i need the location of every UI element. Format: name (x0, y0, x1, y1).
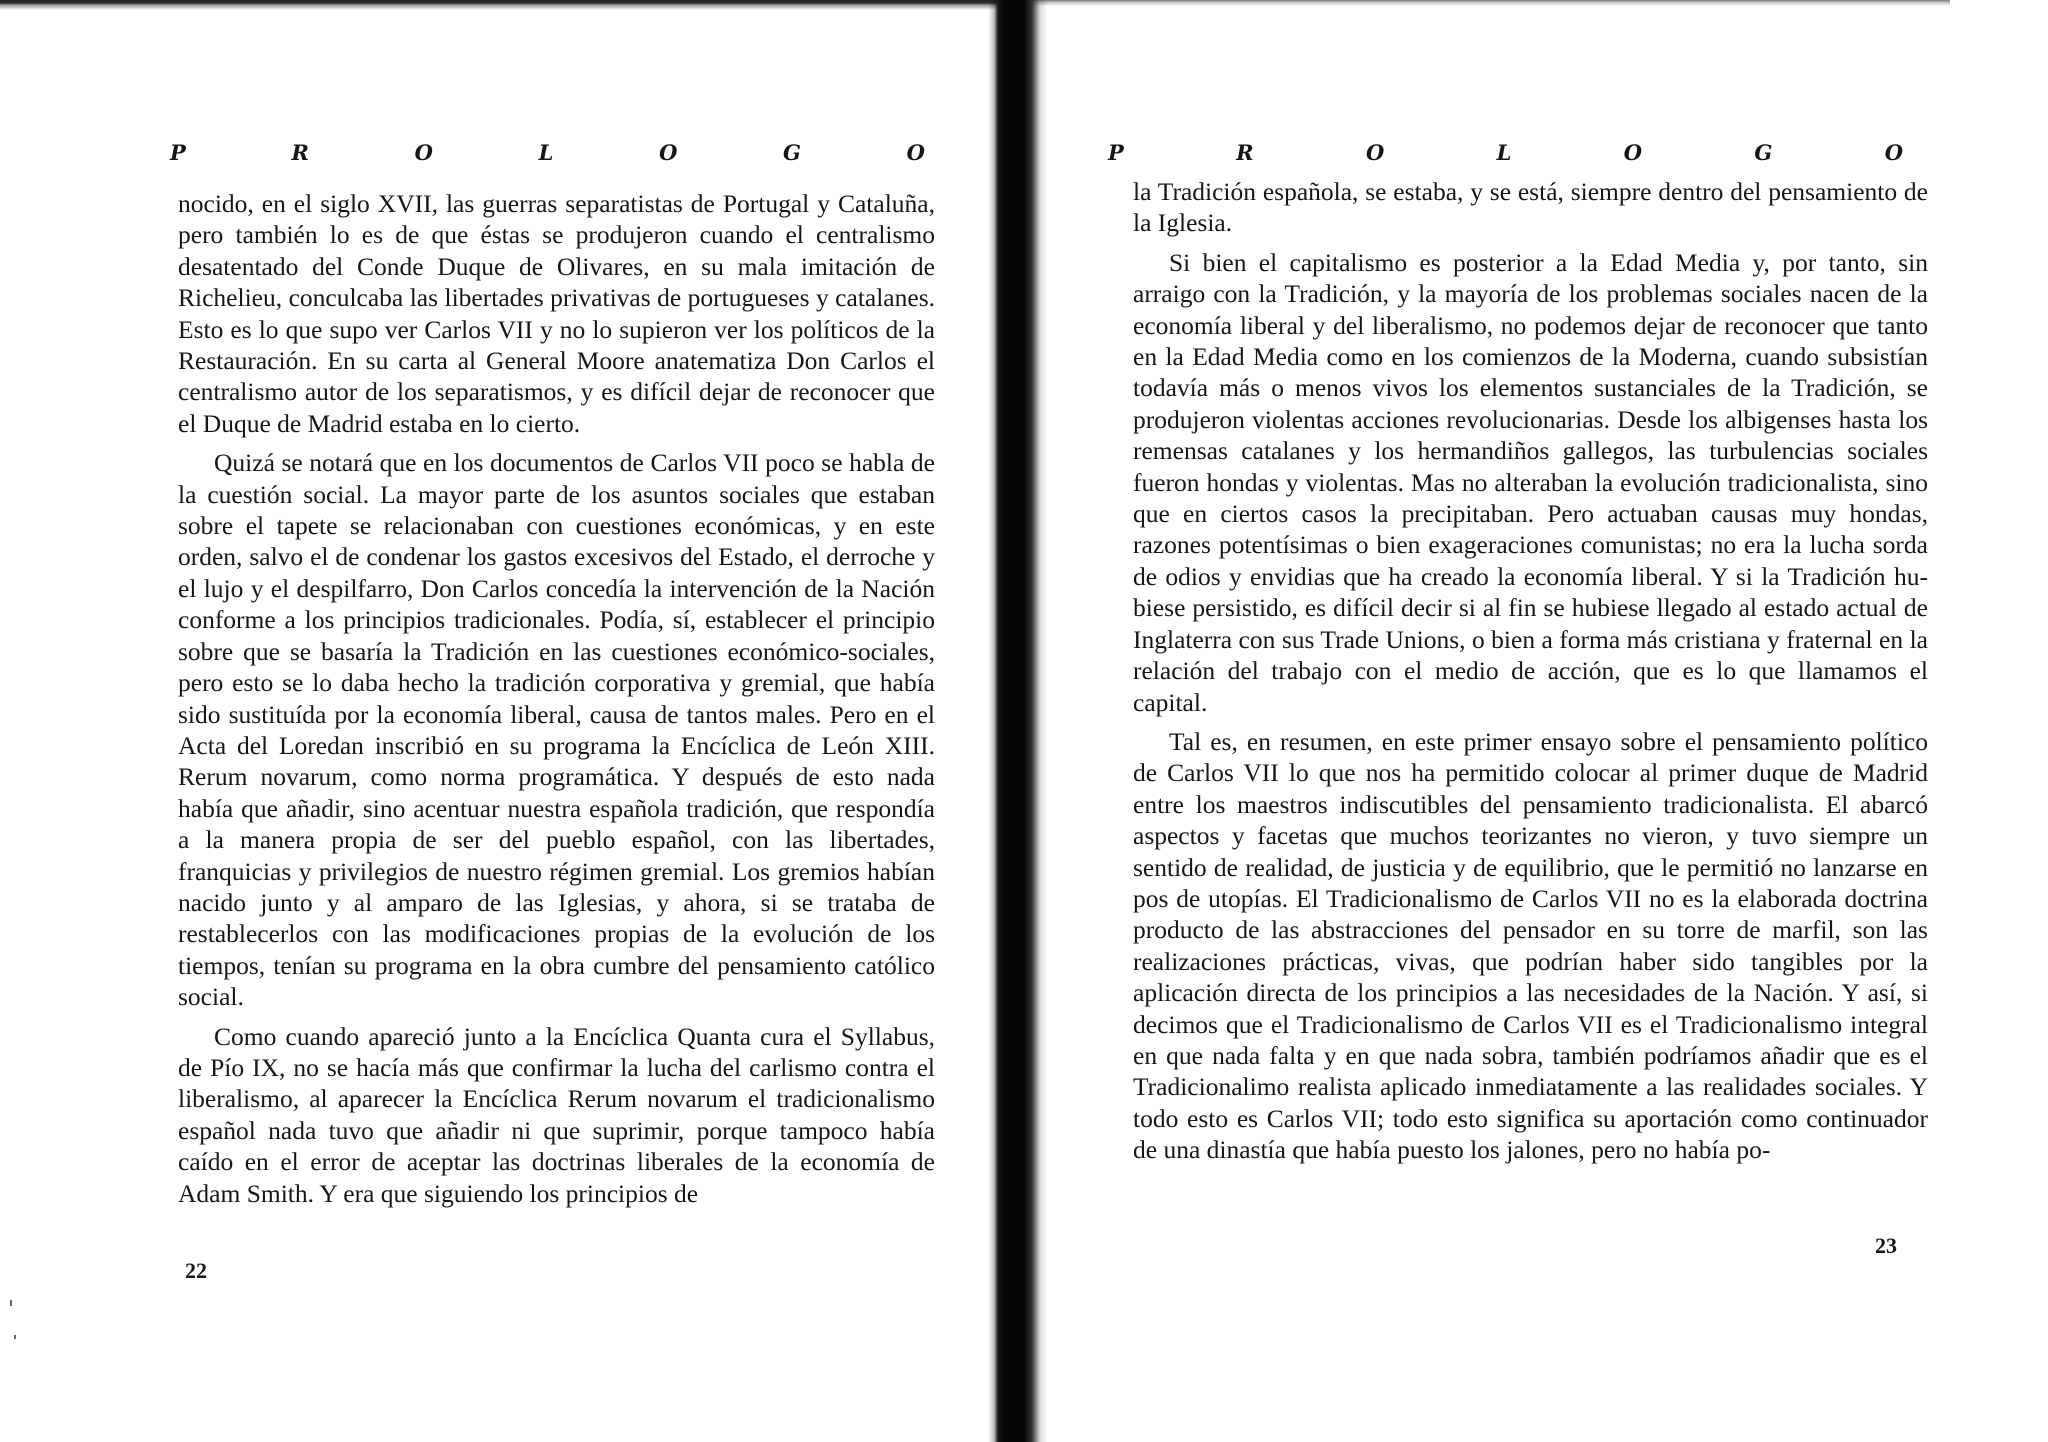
paragraph: la Tradición española, se estaba, y se está, siempre dentro del pensamiento de la Iglesia. (1133, 177, 1928, 238)
right-page (1048, 0, 2048, 1442)
paragraph: nocido, en el siglo XVII, las guerras separatistas de Portugal y Cataluña, pero también lo es de que éstas se produjeron cuando el centralismo desatentado del Conde Duque de Olivares, en su mala imitación de Richelieu, conculcaba las libertades privativas de portugueses y catalanes. Esto es lo que supo ver Carlos VII y no lo supieron ver los políticos de la Restauración. En su carta al General Moore anatematiza Don Carlos el centralismo autor de los separatismos, y es difícil dejar de reconocer que el Duque de Madrid estaba en lo cierto. (178, 189, 935, 438)
right-running-head (1108, 137, 1903, 167)
running-head-letter: L (1496, 139, 1512, 165)
left-page (0, 0, 988, 1442)
right-body-text (1133, 176, 1928, 1174)
running-head-letter: O (414, 139, 433, 165)
running-head-letter: R (1236, 139, 1254, 165)
running-head-letter: O (906, 139, 925, 165)
running-head-letter: O (1365, 139, 1385, 165)
running-head-letter: R (291, 139, 309, 165)
running-head-letter: G (1754, 139, 1773, 165)
left-running-head (170, 137, 925, 167)
left-body-text (178, 188, 935, 1217)
running-head-letter: O (1884, 139, 1903, 165)
page-number-right: 23 (1875, 1233, 1897, 1258)
running-head-letter: P (170, 139, 186, 165)
book-gutter (988, 0, 1048, 1442)
running-head-letter: O (1623, 139, 1643, 165)
running-head-letter: O (659, 139, 678, 165)
running-head-letter: G (783, 139, 801, 165)
paragraph: Tal es, en resumen, en este primer ensayo sobre el pensamiento político de Carlos VII lo que nos ha permitido colocar al primer duque de Madrid entre los maestros indiscutibles del pensamiento tradicionalista. El abarcó aspectos y facetas que muchos teorizantes no vieron, y tuvo siempre un sentido de realidad, de justicia y de equilibrio, que le permitió no lanzarse en pos de utopías. El Tradicionalismo de Carlos VII no es la elaborada doctrina producto de las abstracciones del pensador en su torre de marfil, son las realizaciones prácticas, vivas, que podrían haber sido tangibles por la aplicación directa de los principios a las necesidades de la Nación. Y así, si decimos que el Tradicionalismo de Carlos VII es el Tradicionalismo integral en que nada falta y en que nada sobra, también podríamos añadir que es el Tradicionalimo realista aplicado inmediatamente a las realidades sociales. Y todo esto es Carlos VII; todo esto significa su aportación como continuador de una dinastía que había puesto los jalones, pero no había po- (1133, 726, 1928, 1165)
running-head-letter: P (1108, 139, 1124, 165)
running-head-letter: L (538, 139, 554, 165)
page-number-left: 22 (185, 1258, 207, 1283)
paragraph: Quizá se notará que en los documentos de Carlos VII poco se habla de la cuestión social. La mayor parte de los asuntos sociales que estaban sobre el tapete se relacionaban con cuestiones económicas, y en este orden, salvo el de condenar los gastos excesivos del Estado, el derroche y el lujo y el despilfarro, Don Carlos concedía la intervención de la Nación conforme a los principios tradicionales. Podía, sí, establecer el principio sobre que se basaría la Tradición en las cuestiones económico-sociales, pero esto se lo daba hecho la tradición corporativa y gremial, que había sido sustituída por la economía liberal, causa de tantos males. Pero en el Acta del Loredan inscribió en su programa la Encíclica de León XIII. Rerum novarum, como norma programática. Y después de esto nada había que añadir, sino acentuar nuestra española tradición, que respondía a la manera propia de ser del pueblo español, con las libertades, franquicias y privilegios de nuestro régimen gremial. Los gremios habían nacido junto y al amparo de las Iglesias, y ahora, si se trataba de restablecerlos con las modificaciones propias de la evolución de los tiempos, tenían su programa en la obra cumbre del pensamiento católico social. (178, 448, 935, 1012)
paragraph: Si bien el capitalismo es posterior a la Edad Media y, por tanto, sin arraigo con la Tradición, y la mayoría de los problemas sociales nacen de la economía liberal y del liberalismo, no podemos dejar de reconocer que tanto en la Edad Media como en los comienzos de la Moderna, cuando subsistían todavía más o menos vivos los elementos sustanciales de la Tradición, se produjeron violentas acciones revolucionarias. Desde los albigenses hasta los remensas catalanes y los hermandiños gallegos, las turbulencias sociales fueron hondas y violentas. Mas no alteraban la evolución tradicionalista, sino que en ciertos casos la precipitaban. Pero actuaban causas muy hondas, razones potentísimas o bien exageraciones comunistas; no era la lucha sorda de odios y envidias que ha creado la economía liberal. Y si la Tradición hubiese persistido, es difícil decir si al fin se hubiese llegado al estado actual de Inglaterra con sus Trade Unions, o bien a forma más cristiana y fraternal en la relación del trabajo con el medio de acción, que es lo que llamamos el capital. (1133, 247, 1928, 717)
scan-speck (14, 1335, 16, 1339)
scan-speck (10, 1300, 12, 1306)
paragraph: Como cuando apareció junto a la Encíclica Quanta cura el Syllabus, de Pío IX, no se hacía más que confirmar la lucha del carlismo contra el liberalismo, al aparecer la Encíclica Rerum novarum el tradicionalismo español nada tuvo que añadir ni que suprimir, porque tampoco había caído en el error de aceptar las doctrinas liberales de la economía de Adam Smith. Y era que siguiendo los principios de (178, 1021, 935, 1208)
